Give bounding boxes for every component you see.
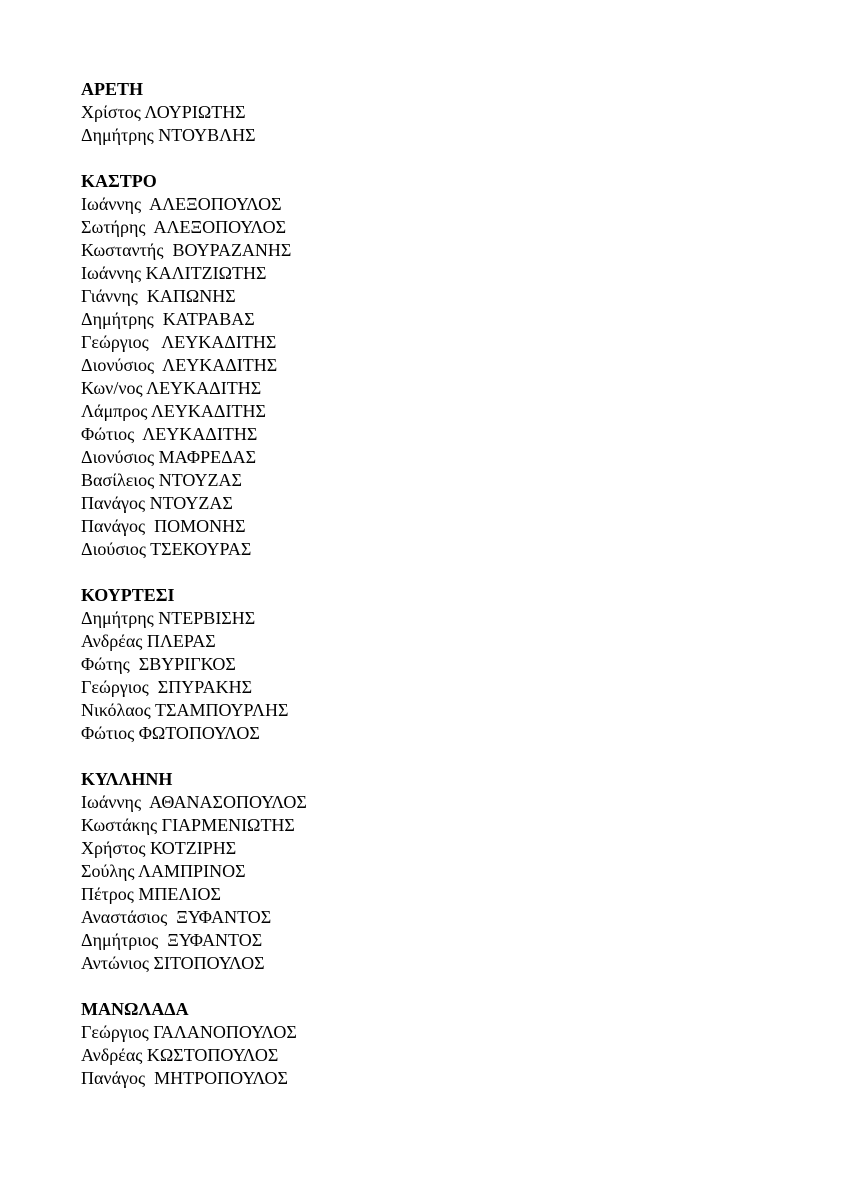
section-title: ΑΡΕΤΗ bbox=[81, 79, 144, 99]
name-entry: Λάμπρος ΛΕΥΚΑΔΙΤΗΣ bbox=[81, 401, 266, 421]
name-entry: Διονύσιος ΜΑΦΡΕΔΑΣ bbox=[81, 447, 257, 467]
section-areti bbox=[81, 78, 781, 147]
name-entry: Πανάγος ΜΗΤΡΟΠΟΥΛΟΣ bbox=[81, 1068, 289, 1088]
section-title: ΚΑΣΤΡΟ bbox=[81, 171, 157, 191]
name-entry: Φώτης ΣΒΥΡΙΓΚΟΣ bbox=[81, 654, 236, 674]
section-title: ΚΟΥΡΤΕΣΙ bbox=[81, 585, 175, 605]
name-entry: Αντώνιος ΣΙΤΟΠΟΥΛΟΣ bbox=[81, 953, 265, 973]
name-entry: Σωτήρης ΑΛΕΞΟΠΟΥΛΟΣ bbox=[81, 217, 287, 237]
name-entry: Δημήτρης ΝΤΕΡΒΙΣΗΣ bbox=[81, 608, 256, 628]
name-entry: Πέτρος ΜΠΕΛΙΟΣ bbox=[81, 884, 221, 904]
name-entry: Διούσιος ΤΣΕΚΟΥΡΑΣ bbox=[81, 539, 252, 559]
section-kourtesi bbox=[81, 584, 781, 745]
name-entry: Ιωάννης ΚΑΛΙΤΖΙΩΤΗΣ bbox=[81, 263, 267, 283]
section-title: ΜΑΝΩΛΑΔΑ bbox=[81, 999, 189, 1019]
section-title: ΚΥΛΛΗΝΗ bbox=[81, 769, 173, 789]
section-kyllini bbox=[81, 768, 781, 975]
name-entry: Κωσταντής ΒΟΥΡΑΖΑΝΗΣ bbox=[81, 240, 292, 260]
name-entry: Γεώργιος ΓΑΛΑΝΟΠΟΥΛΟΣ bbox=[81, 1022, 297, 1042]
name-entry: Γιάννης ΚΑΠΩΝΗΣ bbox=[81, 286, 236, 306]
section-manolada bbox=[81, 998, 781, 1090]
name-entry: Διονύσιος ΛΕΥΚΑΔΙΤΗΣ bbox=[81, 355, 278, 375]
name-entry: Γεώργιος ΣΠΥΡΑΚΗΣ bbox=[81, 677, 253, 697]
name-entry: Ανδρέας ΠΛΕΡΑΣ bbox=[81, 631, 216, 651]
name-entry: Κων/νος ΛΕΥΚΑΔΙΤΗΣ bbox=[81, 378, 262, 398]
name-entry: Δημήτρης ΚΑΤΡΑΒΑΣ bbox=[81, 309, 255, 329]
name-entry: Φώτιος ΦΩΤΟΠΟΥΛΟΣ bbox=[81, 723, 260, 743]
name-entry: Φώτιος ΛΕΥΚΑΔΙΤΗΣ bbox=[81, 424, 258, 444]
name-entry: Αναστάσιος ΞΥΦΑΝΤΟΣ bbox=[81, 907, 272, 927]
section-kastro bbox=[81, 170, 781, 561]
name-entry: Πανάγος ΠΟΜΟΝΗΣ bbox=[81, 516, 246, 536]
name-entry: Χρίστος ΛΟΥΡΙΩΤΗΣ bbox=[81, 102, 246, 122]
name-entry: Γεώργιος ΛΕΥΚΑΔΙΤΗΣ bbox=[81, 332, 277, 352]
name-entry: Νικόλαος ΤΣΑΜΠΟΥΡΛΗΣ bbox=[81, 700, 289, 720]
name-entry: Χρήστος ΚΟΤΖΙΡΗΣ bbox=[81, 838, 237, 858]
name-entry: Κωστάκης ΓΙΑΡΜΕΝΙΩΤΗΣ bbox=[81, 815, 295, 835]
document-page bbox=[81, 78, 781, 1113]
name-entry: Δημήτρης ΝΤΟΥΒΛΗΣ bbox=[81, 125, 256, 145]
name-entry: Βασίλειος ΝΤΟΥΖΑΣ bbox=[81, 470, 242, 490]
name-entry: Δημήτριος ΞΥΦΑΝΤΟΣ bbox=[81, 930, 263, 950]
name-entry: Ανδρέας ΚΩΣΤΟΠΟΥΛΟΣ bbox=[81, 1045, 279, 1065]
name-entry: Σούλης ΛΑΜΠΡΙΝΟΣ bbox=[81, 861, 246, 881]
name-entry: Ιωάννης ΑΛΕΞΟΠΟΥΛΟΣ bbox=[81, 194, 282, 214]
name-entry: Πανάγος ΝΤΟΥΖΑΣ bbox=[81, 493, 233, 513]
name-entry: Ιωάννης ΑΘΑΝΑΣΟΠΟΥΛΟΣ bbox=[81, 792, 307, 812]
